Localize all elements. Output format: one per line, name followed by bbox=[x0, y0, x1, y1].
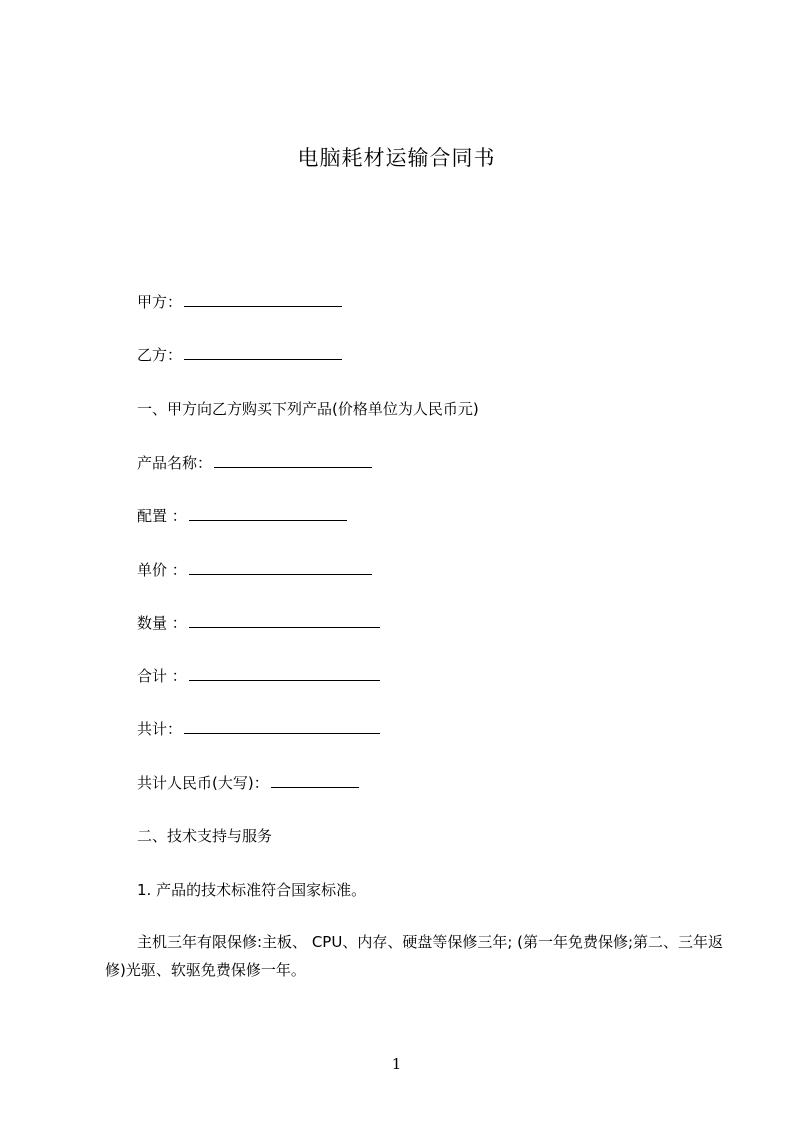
product-name-blank[interactable] bbox=[214, 453, 372, 468]
total-rmb-blank[interactable] bbox=[271, 773, 359, 788]
quantity-blank[interactable] bbox=[189, 613, 380, 628]
total-rmb-line bbox=[137, 773, 359, 793]
unit-price-line bbox=[137, 560, 372, 580]
party-b-blank[interactable] bbox=[184, 345, 342, 360]
quantity-label: 数量 ： bbox=[137, 614, 187, 632]
config-line bbox=[137, 506, 347, 526]
subtotal-blank[interactable] bbox=[189, 666, 380, 681]
total-label: 共计： bbox=[137, 720, 183, 738]
section-2-heading: 二、技术支持与服务 bbox=[137, 827, 273, 845]
unit-price-blank[interactable] bbox=[189, 560, 372, 575]
quantity-line bbox=[137, 613, 380, 633]
config-blank[interactable] bbox=[189, 506, 347, 521]
product-name-line bbox=[137, 453, 372, 473]
total-rmb-label: 共计人民币(大写)： bbox=[137, 774, 269, 792]
subtotal-line bbox=[137, 666, 380, 686]
party-b-line bbox=[137, 345, 342, 365]
config-label: 配置 ： bbox=[137, 507, 187, 525]
party-a-line bbox=[137, 292, 342, 312]
total-blank[interactable] bbox=[184, 719, 380, 734]
section-1-heading: 一、甲方向乙方购买下列产品(价格单位为人民币元) bbox=[137, 400, 479, 418]
warranty-paragraph: 主机三年有限保修:主板、 CPU、内存、硬盘等保修三年; (第一年免费保修;第二、三年返修)光驱、软驱免费保修一年。 bbox=[105, 933, 724, 979]
total-line bbox=[137, 719, 380, 739]
party-a-blank[interactable] bbox=[184, 292, 342, 307]
item-1-text: 1. 产品的技术标准符合国家标准。 bbox=[137, 881, 367, 899]
product-name-label: 产品名称： bbox=[137, 454, 213, 472]
unit-price-label: 单价 ： bbox=[137, 561, 187, 579]
subtotal-label: 合计 ： bbox=[137, 667, 187, 685]
document-title: 电脑耗材运输合同书 bbox=[297, 146, 496, 170]
party-a-label: 甲方： bbox=[137, 293, 183, 311]
party-b-label: 乙方： bbox=[137, 346, 183, 364]
page-number: 1 bbox=[391, 1055, 402, 1073]
